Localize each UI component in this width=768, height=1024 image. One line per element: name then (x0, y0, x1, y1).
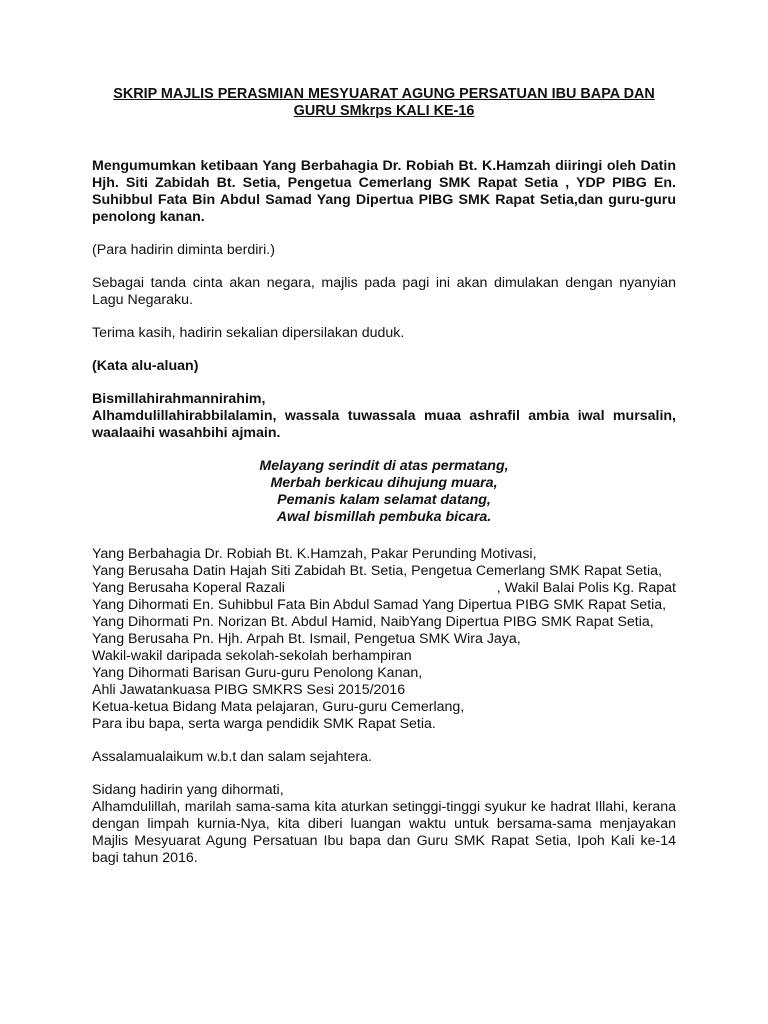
sit-instruction: Terima kasih, hadirin sekalian dipersilakan duduk. (92, 325, 405, 341)
opening-line-1: Bismillahirahmannirahim, (92, 391, 266, 407)
greeting-line: Para ibu bapa, serta warga pendidik SMK Rapat Setia. (92, 716, 436, 732)
greeting-line: Yang Dihormati En. Suhibbul Fata Bin Abdul Samad Yang Dipertua PIBG SMK Rapat Setia, (92, 597, 667, 613)
greetings-list (92, 546, 676, 733)
closing-paragraph (92, 782, 676, 867)
salam-greeting: Assalamualaikum w.b.t dan salam sejahtera. (92, 749, 372, 765)
arrival-announcement: Mengumumkan ketibaan Yang Berbahagia Dr. Robiah Bt. K.Hamzah diiringi oleh Datin Hjh. Siti Zabidah Bt. Setia, Pengetua Cemerlang SMK Rapat Setia , YDP PIBG En. Suhibbul Fata Bin Abdul Samad Yang Dipertua PIBG SMK Rapat Setia,dan guru-guru penolong kanan. (92, 158, 676, 225)
stand-instruction: (Para hadirin diminta berdiri.) (92, 242, 275, 258)
pantun-verse (92, 458, 676, 526)
anthem-paragraph: Sebagai tanda cinta akan negara, majlis pada pagi ini akan dimulakan dengan nyanyian Lagu Negaraku. (92, 275, 676, 308)
document-title (92, 86, 676, 120)
pantun-line-1: Melayang serindit di atas permatang, (259, 458, 509, 474)
greeting-police-name: Yang Berusaha Koperal Razali (92, 580, 285, 596)
greeting-line: Yang Berusaha Datin Hajah Siti Zabidah Bt. Setia, Pengetua Cemerlang SMK Rapat Setia, (92, 563, 662, 579)
greeting-line: Yang Dihormati Pn. Norizan Bt. Abdul Hamid, NaibYang Dipertua PIBG SMK Rapat Setia, (92, 614, 654, 630)
greeting-line: Yang Berbahagia Dr. Robiah Bt. K.Hamzah, Pakar Perunding Motivasi, (92, 546, 537, 562)
pantun-line-2: Merbah berkicau dihujung muara, (270, 475, 498, 491)
pantun-line-3: Pemanis kalam selamat datang, (277, 492, 491, 508)
opening-prayer (92, 391, 676, 442)
greeting-line: Wakil-wakil daripada sekolah-sekolah berhampiran (92, 648, 412, 664)
greeting-police-role: , Wakil Balai Polis Kg. Rapat (496, 580, 676, 596)
greeting-line: Ketua-ketua Bidang Mata pelajaran, Guru-guru Cemerlang, (92, 699, 465, 715)
closing-line-1: Sidang hadirin yang dihormati, (92, 782, 284, 798)
pantun-line-4: Awal bismillah pembuka bicara. (276, 509, 492, 525)
greeting-line-police (92, 580, 676, 597)
opening-line-2: Alhamdulillahirabbilalamin, wassala tuwassala muaa ashrafil ambia iwal mursalin, waalaaihi wasahbihi ajmain. (92, 408, 676, 441)
title-line-1: SKRIP MAJLIS PERASMIAN MESYUARAT AGUNG PERSATUAN IBU BAPA DAN (113, 86, 655, 102)
greeting-line: Yang Dihormati Barisan Guru-guru Penolong Kanan, (92, 665, 423, 681)
welcome-heading: (Kata alu-aluan) (92, 358, 199, 374)
greeting-line: Yang Berusaha Pn. Hjh. Arpah Bt. Ismail, Pengetua SMK Wira Jaya, (92, 631, 521, 647)
closing-line-2: Alhamdulillah, marilah sama-sama kita aturkan setinggi-tinggi syukur ke hadrat Illahi, kerana dengan limpah kurnia-Nya, kita diberi luangan waktu untuk bersama-sama menjayakan Majlis Mesyuarat Agung Persatuan Ibu bapa dan Guru SMK Rapat Setia, Ipoh Kali ke-14 bagi tahun 2016. (92, 799, 676, 866)
title-line-2: GURU SMkrps KALI KE-16 (293, 103, 475, 119)
greeting-line: Ahli Jawatankuasa PIBG SMKRS Sesi 2015/2016 (92, 682, 406, 698)
